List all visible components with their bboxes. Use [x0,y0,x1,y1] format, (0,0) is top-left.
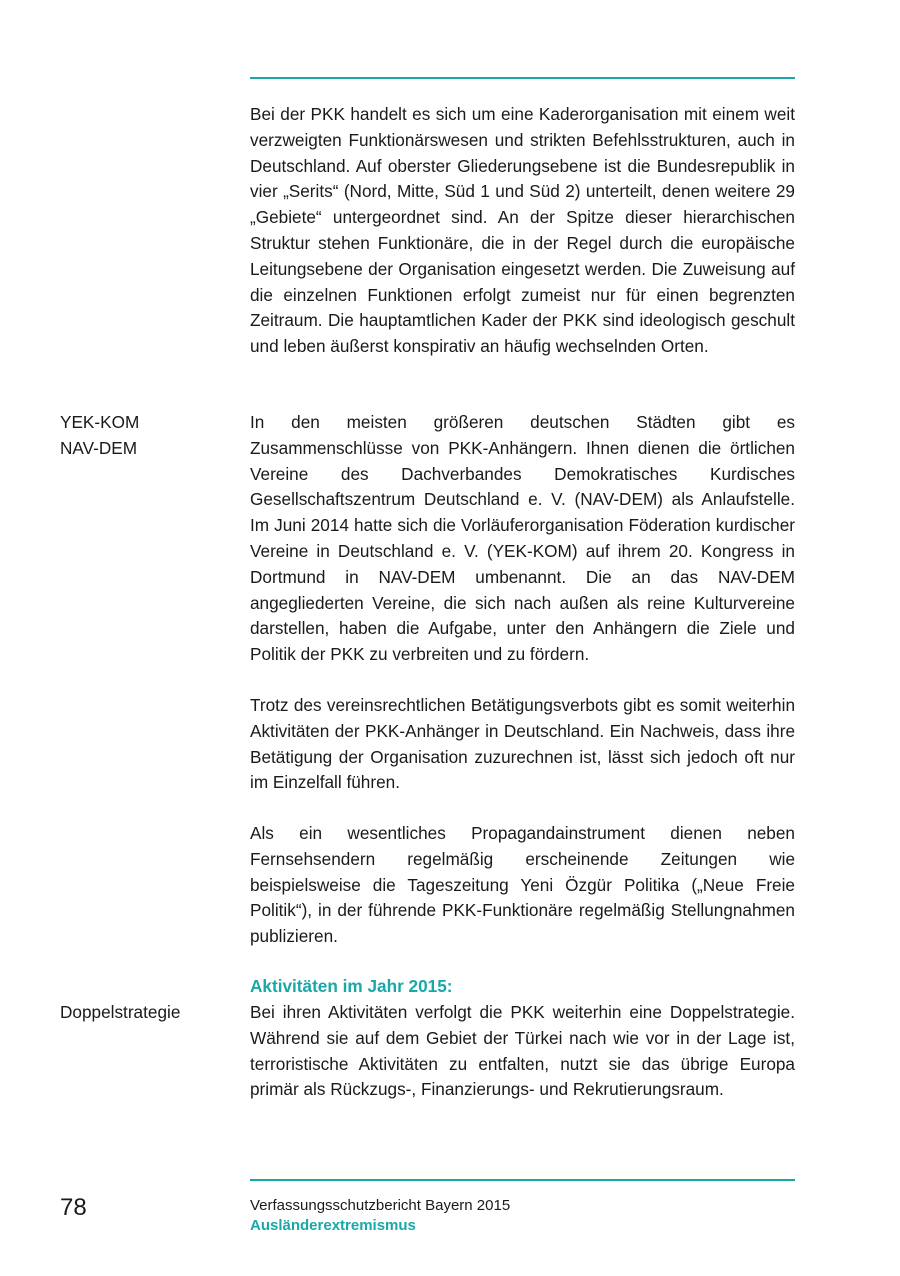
margin-note-yek-kom: YEK-KOM [60,412,140,432]
footer-publication-title: Verfassungsschutzbericht Bayern 2015 [250,1197,511,1214]
top-rule [250,77,795,79]
paragraph-zusammenschluesse: In den meisten größeren deutschen Städten gibt es Zusammenschlüsse von PKK-Anhängern. Ihnen dienen die örtlichen Vereine des Dachverbandes Demokratisches Kurdisches Gesellschaftszentrum Deutschland e. V. (NAV-DEM) als Anlaufstelle. Im Juni 2014 hatte sich die Vorläuferorganisation Föderation kurdischer Vereine in Deutschland e. V. (YEK-KOM) auf ihrem 20. Kongress in Dortmund in NAV-DEM umbenannt. Die an das NAV-DEM angegliederten Vereine, die sich nach außen als reine Kulturvereine darstellen, haben die Aufgabe, unter den Anhängern die Ziele und Politik der PKK zu verbreiten und zu fördern. [250,412,795,665]
footer-section-name: Ausländerextremismus [250,1217,416,1234]
margin-note-nav-dem: NAV-DEM [60,438,138,458]
page-number: 78 [60,1194,87,1221]
bottom-rule [250,1179,795,1181]
paragraph-doppelstrategie: Bei ihren Aktivitäten verfolgt die PKK weiterhin eine Doppelstrategie. Während sie auf dem Gebiet der Türkei nach wie vor in der Lage ist, terroristische Aktivitäten zu entfalten, nutzt sie das übrige Europa primär als Rückzugs-, Finanzierungs- und Rekrutierungsraum. [250,1002,795,1100]
paragraph-betaetigungsverbot: Trotz des vereinsrechtlichen Betätigungsverbots gibt es somit weiterhin Aktivitäten der PKK-Anhänger in Deutschland. Ein Nachweis, dass ihre Betätigung der Organisation zuzurechnen ist, lässt sich jedoch oft nur im Einzelfall führen. [250,695,795,793]
margin-note-doppelstrategie: Doppelstrategie [60,1002,181,1022]
section-heading: Aktivitäten im Jahr 2015: [250,976,453,996]
paragraph-kader-organisation: Bei der PKK handelt es sich um eine Kaderorganisation mit einem weit verzweigten Funktionärswesen und strikten Befehlsstrukturen, auch in Deutschland. Auf oberster Gliederungsebene ist die Bundesrepublik in vier „Serits“ (Nord, Mitte, Süd 1 und Süd 2) unterteilt, denen weitere 29 „Gebiete“ untergeordnet sind. An der Spitze dieser hierarchischen Struktur stehen Funktionäre, die in der Regel durch die europäische Leitungsebene der Organisation eingesetzt werden. Die Zuweisung auf die einzelnen Funktionen erfolgt zumeist nur für einen begrenzten Zeitraum. Die hauptamtlichen Kader der PKK sind ideologisch geschult und leben äußerst konspirativ an häufig wechselnden Orten. [250,104,795,357]
paragraph-propaganda: Als ein wesentliches Propagandainstrument dienen neben Fernsehsendern regelmäßig erscheinende Zeitungen wie beispielsweise die Tageszeitung Yeni Özgür Politika („Neue Freie Politik“), in der führende PKK-Funktionäre regelmäßig Stellungnahmen publizieren. [250,823,795,947]
